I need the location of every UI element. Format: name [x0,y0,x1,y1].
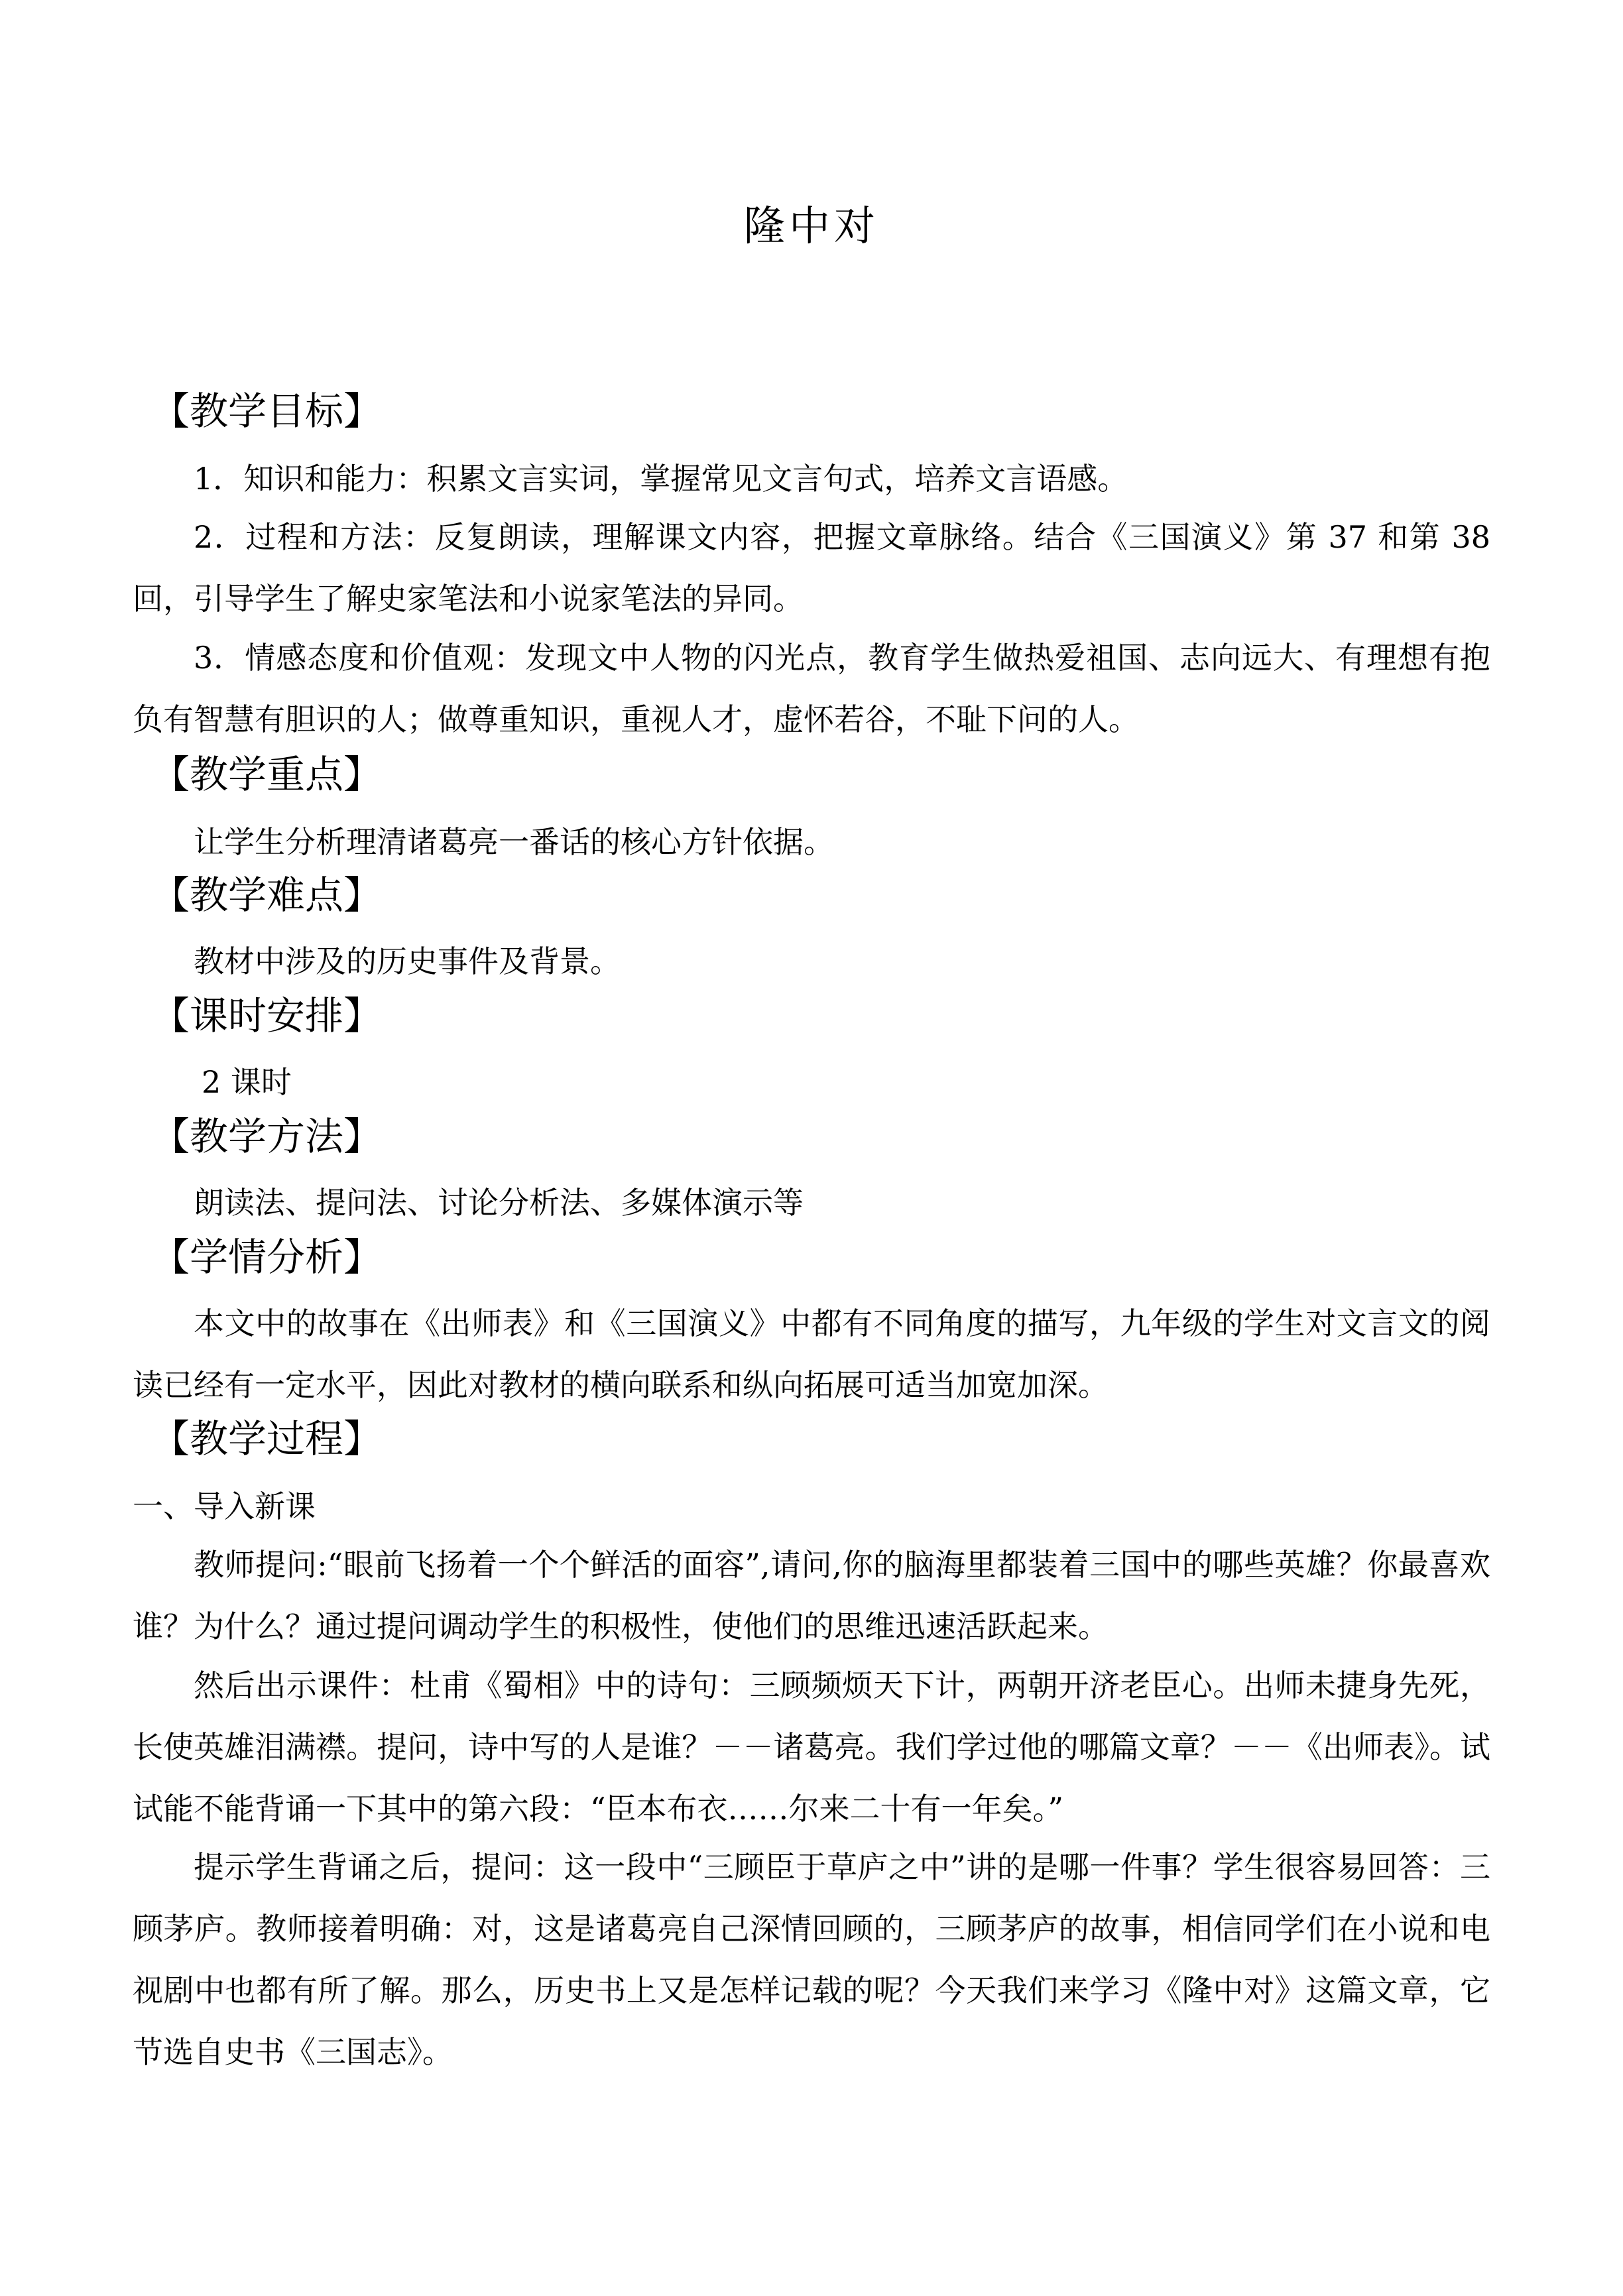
methods-text: 朗读法、提问法、讨论分析法、多媒体演示等 [194,1185,804,1221]
process-paragraph-2: 然后出示课件：杜甫《蜀相》中的诗句：三顾频烦天下计，两朝开济老臣心。出师未捷身先死，长使英雄泪满襟。提问，诗中写的人是谁？－－诸葛亮。我们学过他的哪篇文章？－－《出师表》。试试能不能背诵一下其中的第六段：“臣本布衣……尔来二十有一年矣。” [133,1667,1490,1827]
heading-schedule: 【课时安排】 [151,993,383,1038]
difficulties-text: 教材中涉及的历史事件及背景。 [194,943,621,979]
heading-methods: 【教学方法】 [151,1114,383,1159]
analysis-text: 本文中的故事在《出师表》和《三国演义》中都有不同角度的描写，九年级的学生对文言文的阅读已经有一定水平，因此对教材的横向联系和纵向拓展可适当加宽加深。 [133,1305,1490,1403]
objective-item-3: 3．情感态度和价值观：发现文中人物的闪光点，教育学生做热爱祖国、志向远大、有理想有抱负有智慧有胆识的人；做尊重知识，重视人才，虚怀若谷，不耻下问的人。 [133,640,1490,737]
heading-key-points: 【教学重点】 [151,752,383,797]
heading-analysis: 【学情分析】 [151,1235,383,1280]
process-paragraph-1: 教师提问:“眼前飞扬着一个个鲜活的面容”,请问,你的脑海里都装着三国中的哪些英雄？你最喜欢谁？为什么？通过提问调动学生的积极性，使他们的思维迅速活跃起来。 [133,1547,1490,1644]
schedule-text: 2 课时 [202,1064,292,1100]
process-paragraph-3: 提示学生背诵之后，提问：这一段中“三顾臣于草庐之中”讲的是哪一件事？学生很容易回答：三顾茅庐。教师接着明确：对，这是诸葛亮自己深情回顾的，三顾茅庐的故事，相信同学们在小说和电视剧中也都有所了解。那么，历史书上又是怎样记载的呢？今天我们来学习《隆中对》这篇文章，它节选自史书《三国志》。 [133,1849,1490,2070]
objective-item-2: 2．过程和方法：反复朗读，理解课文内容，把握文章脉络。结合《三国演义》第 37 和第 38 回，引导学生了解史家笔法和小说家笔法的异同。 [133,519,1490,617]
heading-difficulties: 【教学难点】 [151,873,383,918]
heading-process: 【教学过程】 [151,1416,383,1461]
objective-item-1: 1．知识和能力：积累文言实词，掌握常见文言句式，培养文言语感。 [194,461,1128,497]
process-step-1-title: 一、导入新课 [133,1488,316,1524]
key-points-text: 让学生分析理清诸葛亮一番话的核心方针依据。 [194,824,834,860]
document-title: 隆中对 [743,202,879,250]
heading-objectives: 【教学目标】 [151,389,383,434]
